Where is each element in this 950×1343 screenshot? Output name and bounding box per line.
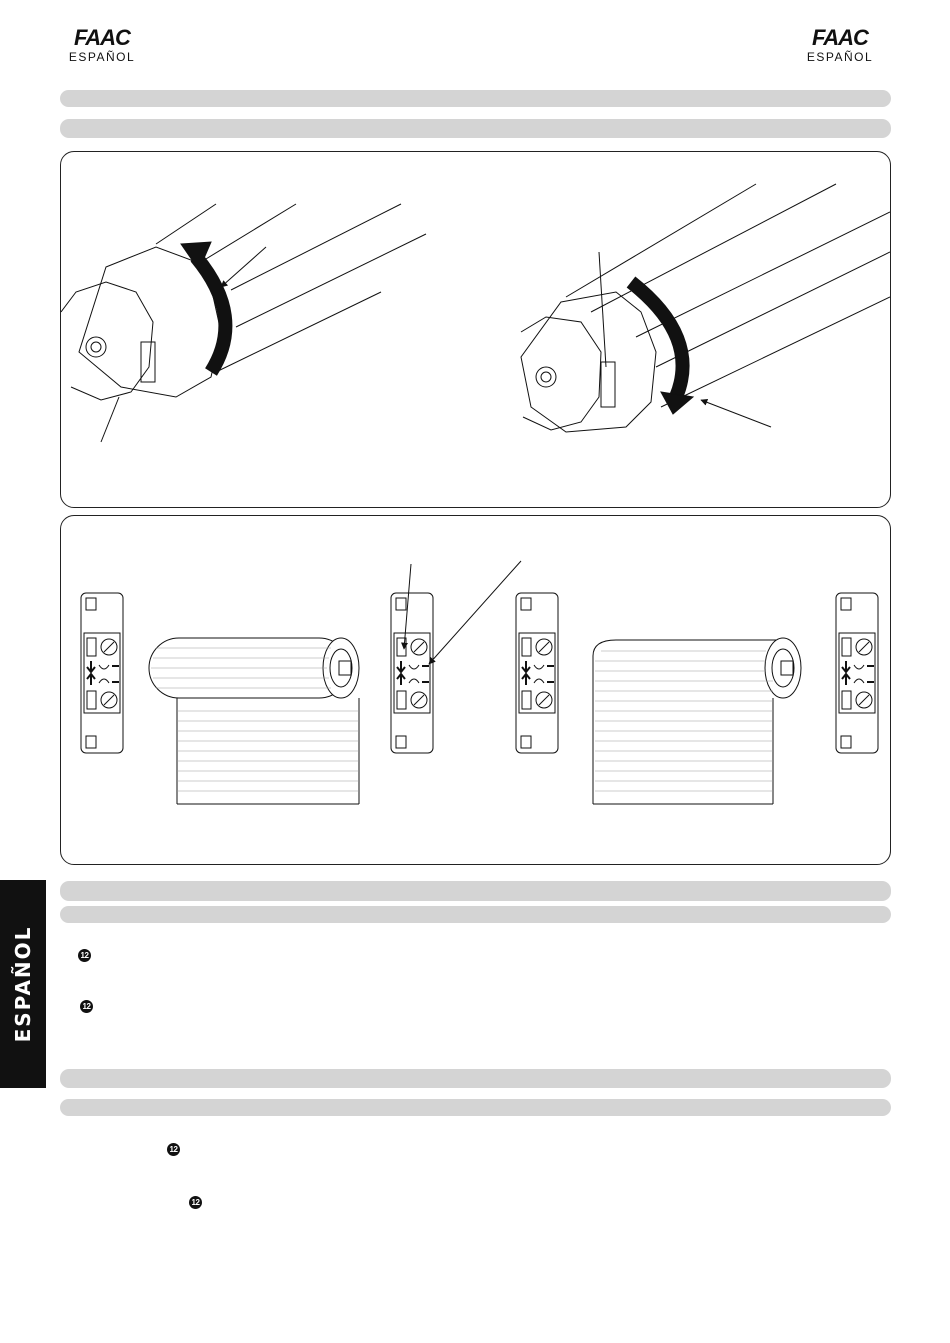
section-subheading-bar xyxy=(60,1099,891,1116)
figure-ref-marker: 12 xyxy=(80,1000,93,1013)
section-subheading-bar xyxy=(60,906,891,923)
figure-ref-marker: 12 xyxy=(189,1196,202,1209)
limit-switch-illustration xyxy=(61,516,890,864)
figure-panel-motor-rotation xyxy=(60,151,891,508)
language-side-tab xyxy=(0,880,46,1088)
faac-logo-left xyxy=(52,26,152,64)
svg-text:FAAC: FAAC xyxy=(74,26,130,48)
figure-panel-limit-switch xyxy=(60,515,891,865)
section-subheading-bar xyxy=(60,119,891,138)
faac-logo-right xyxy=(790,26,890,64)
faac-logo-mark xyxy=(62,26,142,48)
faac-logo-mark xyxy=(800,26,880,48)
figure-ref-marker: 12 xyxy=(78,949,91,962)
section-heading-bar xyxy=(60,881,891,901)
header-language-label: ESPAÑOL xyxy=(68,50,136,64)
svg-text:FAAC: FAAC xyxy=(812,26,868,48)
side-tab-label: ESPAÑOL xyxy=(11,925,35,1043)
section-heading-bar xyxy=(60,90,891,107)
section-heading-bar xyxy=(60,1069,891,1088)
header-language-label: ESPAÑOL xyxy=(806,50,874,64)
motor-rotation-illustration xyxy=(61,152,890,507)
figure-ref-marker: 12 xyxy=(167,1143,180,1156)
